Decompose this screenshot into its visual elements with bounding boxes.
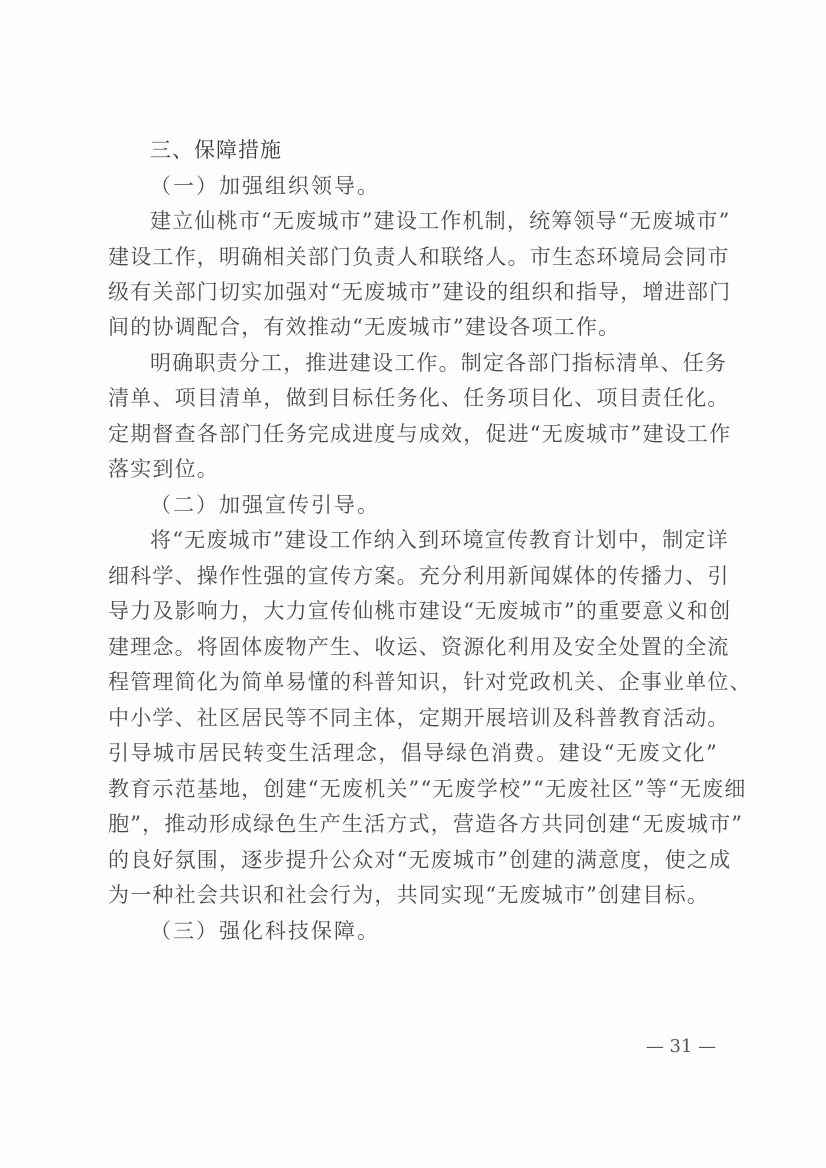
paragraph-line: 建理念。将固体废物产生、收运、资源化利用及安全处置的全流 (108, 635, 730, 659)
paragraph-line: 中小学、社区居民等不同主体，定期开展培训及科普教育活动。 (108, 706, 730, 730)
paragraph-line: 为一种社会共识和社会行为，共同实现“无废城市”创建目标。 (108, 883, 710, 907)
paragraph-line: 将“无废城市”建设工作纳入到环境宣传教育计划中，制定详 (150, 528, 729, 552)
paragraph-line: 的良好氛围，逐步提升公众对“无废城市”创建的满意度，使之成 (108, 848, 732, 872)
paragraph-line: 间的协调配合，有效推动“无废城市”建设各项工作。 (108, 315, 621, 339)
subsection-heading-2: （二）加强宣传引导。 (150, 493, 380, 517)
paragraph-line: 细科学、操作性强的宣传方案。充分利用新闻媒体的传播力、引 (108, 564, 730, 588)
paragraph-line: 建设工作，明确相关部门负责人和联络人。市生态环境局会同市 (108, 245, 730, 269)
paragraph-line: 级有关部门切实加强对“无废城市”建设的组织和指导，增进部门 (108, 280, 732, 304)
paragraph-line: 引导城市居民转变生活理念，倡导绿色消费。建设“无废文化” (108, 741, 718, 765)
paragraph-line: 定期督查各部门任务完成进度与成效，促进“无废城市”建设工作 (108, 422, 732, 446)
paragraph-line: 程管理简化为简单易懂的科普知识，针对党政机关、企事业单位、 (108, 670, 752, 694)
page-number: — 31 — (645, 1036, 717, 1057)
paragraph-line: 明确职责分工，推进建设工作。制定各部门指标清单、任务 (150, 351, 728, 375)
paragraph-line: 导力及影响力，大力宣传仙桃市建设“无废城市”的重要意义和创 (108, 599, 732, 623)
subsection-heading-3: （三）强化科技保障。 (150, 919, 380, 943)
paragraph-line: 胞”，推动形成绿色生产生活方式，营造各方共同创建“无废城市” (108, 812, 744, 836)
paragraph-line: 清单、项目清单，做到目标任务化、任务项目化、项目责任化。 (108, 386, 730, 410)
section-title: 三、保障措施 (150, 138, 282, 162)
paragraph-line: 教育示范基地，创建“无废机关”“无废学校”“无废社区”等“无废细 (108, 777, 747, 801)
paragraph-line: 落实到位。 (108, 457, 219, 481)
paragraph-line: 建立仙桃市“无废城市”建设工作机制，统筹领导“无废城市” (150, 209, 731, 233)
subsection-heading-1: （一）加强组织领导。 (150, 174, 380, 198)
